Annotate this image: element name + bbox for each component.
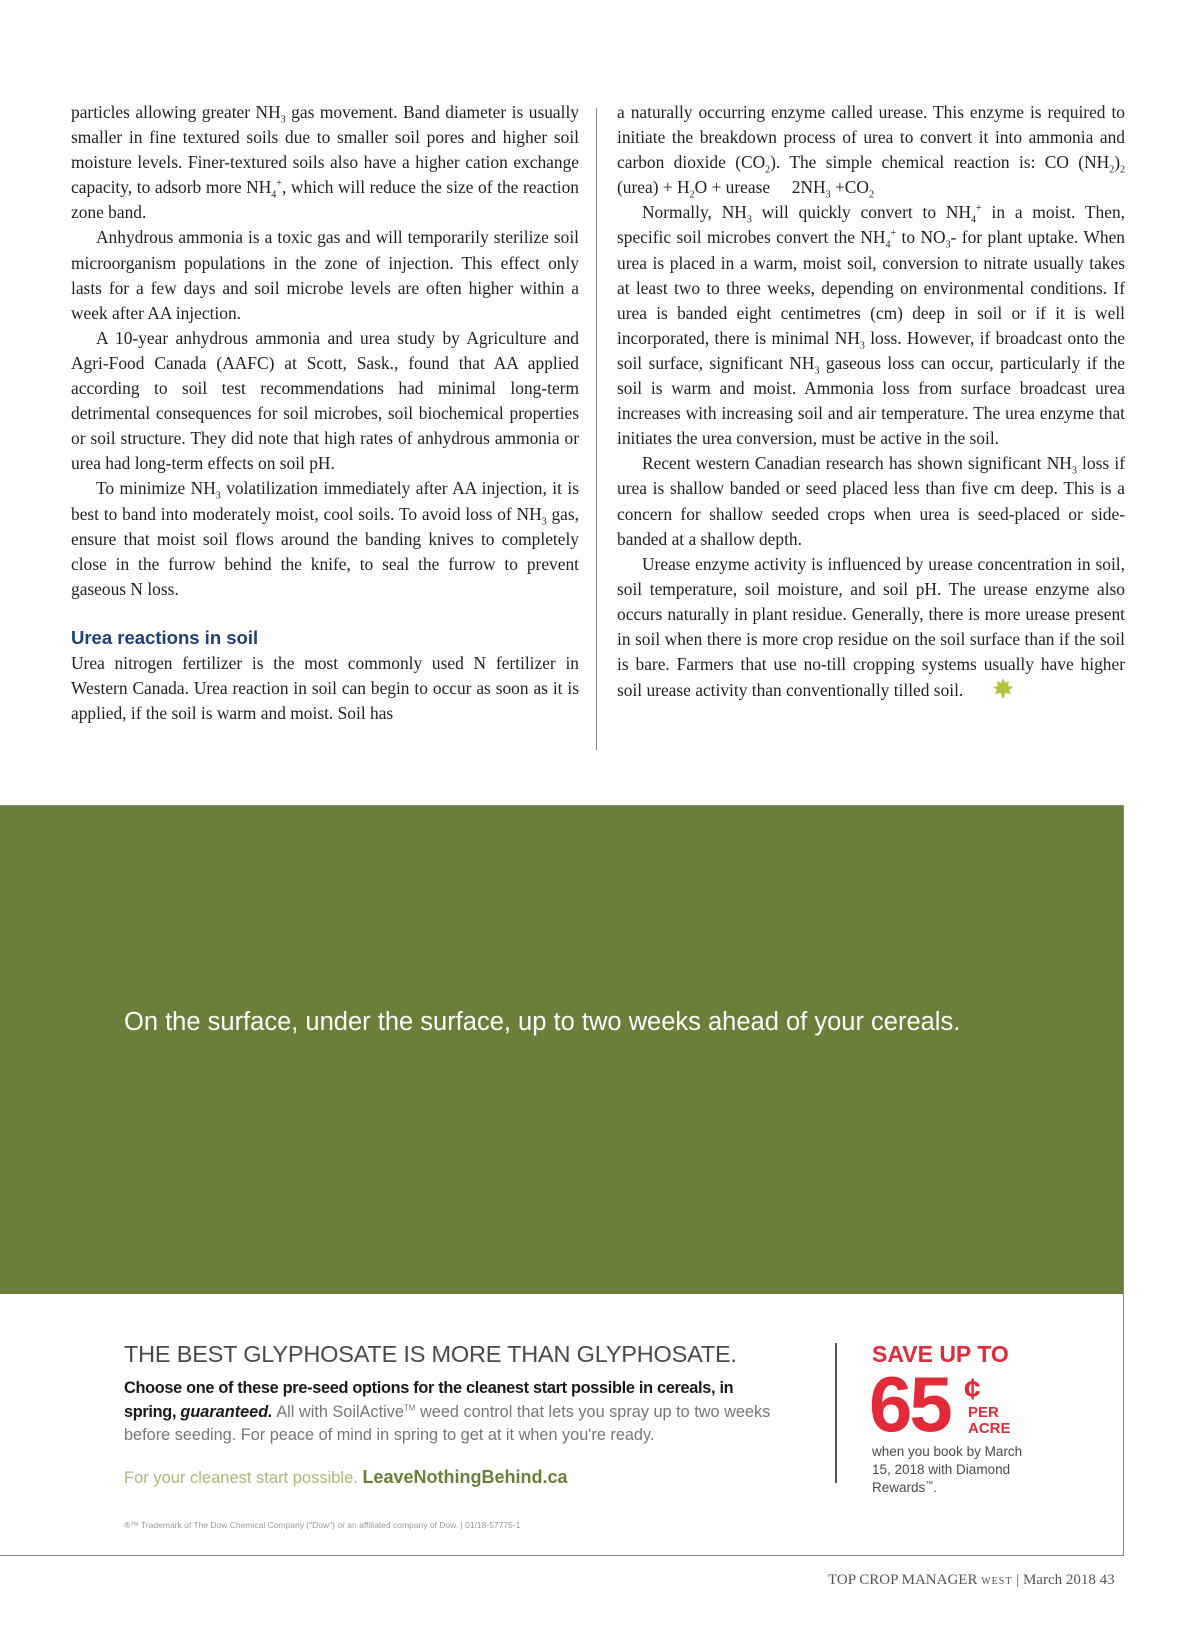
paragraph: A 10-year anhydrous ammonia and urea study by Agriculture and Agri-Food Canada (AAFC) at Scott, Sask., found that AA applied according to soil test recommendations had minimal long-term detrimental consequences for soil microbes, soil biochemical properties or soil structure. They did note that high rates of anhydrous ammonia or urea had long-term effects on soil pH. [71, 327, 579, 474]
superscript: + [276, 178, 282, 190]
text: gaseous loss can occur, particularly if the soil is warm and moist. Ammonia loss from surface broadcast urea increases with increasing soil and air temperature. The urea enzyme that initiates the urea conversion, must be active in the soil. [617, 352, 1125, 449]
text: gas, ensure that moist soil flows around the banding knives to completely close in the furrow behind the knife, to seal the furrow to prevent gaseous N loss. [71, 503, 579, 599]
trademark: TM [403, 1403, 416, 1413]
ad-body [124, 1377, 784, 1448]
ad-body-text: All with SoilActive [272, 1402, 404, 1421]
magazine-name: TOP CROP MANAGER [828, 1572, 978, 1588]
text: gas movement. Band diameter is usually smaller in fine textured soils due to smaller soil pores and higher soil moisture levels. Finer-textured soils also have a higher cation exchange capacity, to adsorb more NH [71, 102, 579, 198]
text: +CO [830, 177, 869, 198]
text: a naturally occurring enzyme called urease. This enzyme is required to initiate the breakdown process of urea to convert it into ammonia and carbon dioxide (CO [617, 102, 1125, 173]
text: in a moist. Then, specific soil microbes convert the NH [617, 202, 1126, 248]
save-detail [872, 1443, 1032, 1497]
ad-headline: On the surface, under the surface, up to two weeks ahead of your cereals. [124, 1008, 961, 1036]
superscript: + [976, 203, 982, 215]
paragraph [617, 552, 1125, 707]
subscript: 2 [765, 164, 771, 176]
magazine-edition: WEST [981, 1576, 1013, 1587]
paragraph [617, 100, 1125, 200]
save-cent: ¢ [964, 1373, 981, 1406]
footer-separator: | [1016, 1572, 1020, 1588]
subscript: 3 [825, 189, 831, 201]
paragraph [617, 200, 1125, 451]
paragraph: Urea nitrogen fertilizer is the most commonly used N fertilizer in Western Canada. Urea reaction in soil can begin to occur as soon as it is applied, if the soil is warm and moist. Soil has [71, 652, 579, 724]
subscript: 3 [746, 214, 752, 226]
ad-website-link[interactable]: LeaveNothingBehind.ca [362, 1467, 568, 1487]
ad-divider [835, 1343, 837, 1483]
save-detail-text: when you book by March 15, 2018 with Diamond Rewards [872, 1444, 1023, 1495]
ad-body-italic: guaranteed. [180, 1402, 273, 1421]
page-number: 43 [1099, 1572, 1115, 1588]
subscript: 4 [971, 214, 977, 226]
ad-tagline-text: For your cleanest start possible. [124, 1469, 363, 1487]
subscript: 3 [1071, 465, 1077, 477]
subscript: 2 [689, 189, 695, 201]
trademark: ™ [925, 1479, 934, 1489]
text: ) [1114, 152, 1120, 173]
subscript: 3 [945, 239, 951, 251]
save-unit-acre: ACRE [968, 1420, 1011, 1437]
text: (urea) + H [617, 177, 690, 198]
subscript: 4 [885, 239, 891, 251]
ad-body-text: weed control that lets you spray up to two weeks before seeding. For peace of mind in spring to get at it when you're ready. [124, 1402, 771, 1444]
paragraph: Anhydrous ammonia is a toxic gas and will temporarily sterilize soil microorganism populations in the zone of injection. This effect only lasts for a few days and soil microbe levels are often higher within a week after AA injection. [71, 227, 579, 323]
text: particles allowing greater NH [71, 102, 281, 122]
paragraph [617, 451, 1125, 551]
article-right-column [617, 100, 1125, 706]
ad-body-bold: Choose one of these pre-seed options for the cleanest start possible in cereals, in spring, [124, 1379, 734, 1421]
save-title: SAVE UP TO [872, 1341, 1009, 1367]
ad-title: THE BEST GLYPHOSATE IS MORE THAN GLYPHOSATE. [124, 1341, 737, 1367]
subscript: 3 [814, 365, 820, 377]
text: To minimize NH [96, 478, 216, 499]
text: , which will reduce the size of the reaction zone band. [71, 177, 579, 223]
subscript: 3 [541, 515, 547, 527]
text: ). The simple chemical reaction is: CO (NH [770, 152, 1110, 173]
subscript: 2 [868, 189, 874, 201]
text: will quickly convert to NH [751, 202, 972, 223]
section-heading: Urea reactions in soil [71, 626, 259, 648]
ad-tagline [124, 1467, 567, 1488]
subscript: 3 [859, 340, 865, 352]
advertisement [0, 805, 1124, 1556]
ad-legal: ®™ Trademark of The Dow Chemical Company ("Dow") or an affiliated company of Dow. | 01/18-57775-1 [124, 1520, 521, 1530]
paragraph [71, 476, 579, 601]
subscript: 2 [1109, 164, 1115, 176]
text: loss. However, if broadcast onto the soil surface, significant NH [617, 327, 1125, 373]
text: O + urease 2NH [694, 177, 826, 198]
save-amount: 65 [869, 1360, 950, 1448]
superscript: + [890, 228, 897, 240]
save-detail-text: . [933, 1480, 938, 1495]
article-left-column [71, 100, 579, 726]
text: Urease enzyme activity is influenced by urease concentration in soil, soil temperature, soil moisture, and soil pH. The urease enzyme also occurs naturally in plant residue. Generally, there is more urease present in soil when there is more crop residue on the soil surface than if the soil is bare. Farmers that use no-till cropping systems usually have higher soil urease activity than conventionally tilled soil. [617, 553, 1125, 701]
paragraph [71, 100, 579, 225]
text: volatilization immediately after AA injection, it is best to band into moderately moist, cool soils. To avoid loss of NH [71, 478, 579, 524]
subscript: 3 [280, 114, 286, 126]
text: Normally, NH [642, 202, 747, 223]
text: - for plant uptake. When urea is placed in a warm, moist soil, conversion to nitrate usually takes at least two to three weeks, depending on environmental conditions. If urea is banded eight centimetres (cm) deep in soil or if it is well incorporated, there is minimal NH [617, 227, 1125, 348]
subscript: 2 [1120, 164, 1125, 176]
issue-date: March 2018 [1022, 1572, 1096, 1588]
text: to NO [896, 227, 946, 248]
save-unit [968, 1405, 1011, 1437]
subscript: 3 [215, 490, 221, 502]
text: Recent western Canadian research has shown significant NH [642, 453, 1072, 474]
page-footer [828, 1572, 1115, 1589]
column-divider [596, 108, 597, 750]
subscript: 4 [271, 189, 277, 201]
ad-banner [0, 805, 1123, 1294]
maple-leaf-icon [967, 677, 1014, 706]
text: loss if urea is shallow banded or seed placed less than five cm deep. This is a concern for shallow seeded crops when urea is seed-placed or side-banded at a shallow depth. [617, 453, 1125, 549]
save-unit-per: PER [968, 1404, 999, 1421]
